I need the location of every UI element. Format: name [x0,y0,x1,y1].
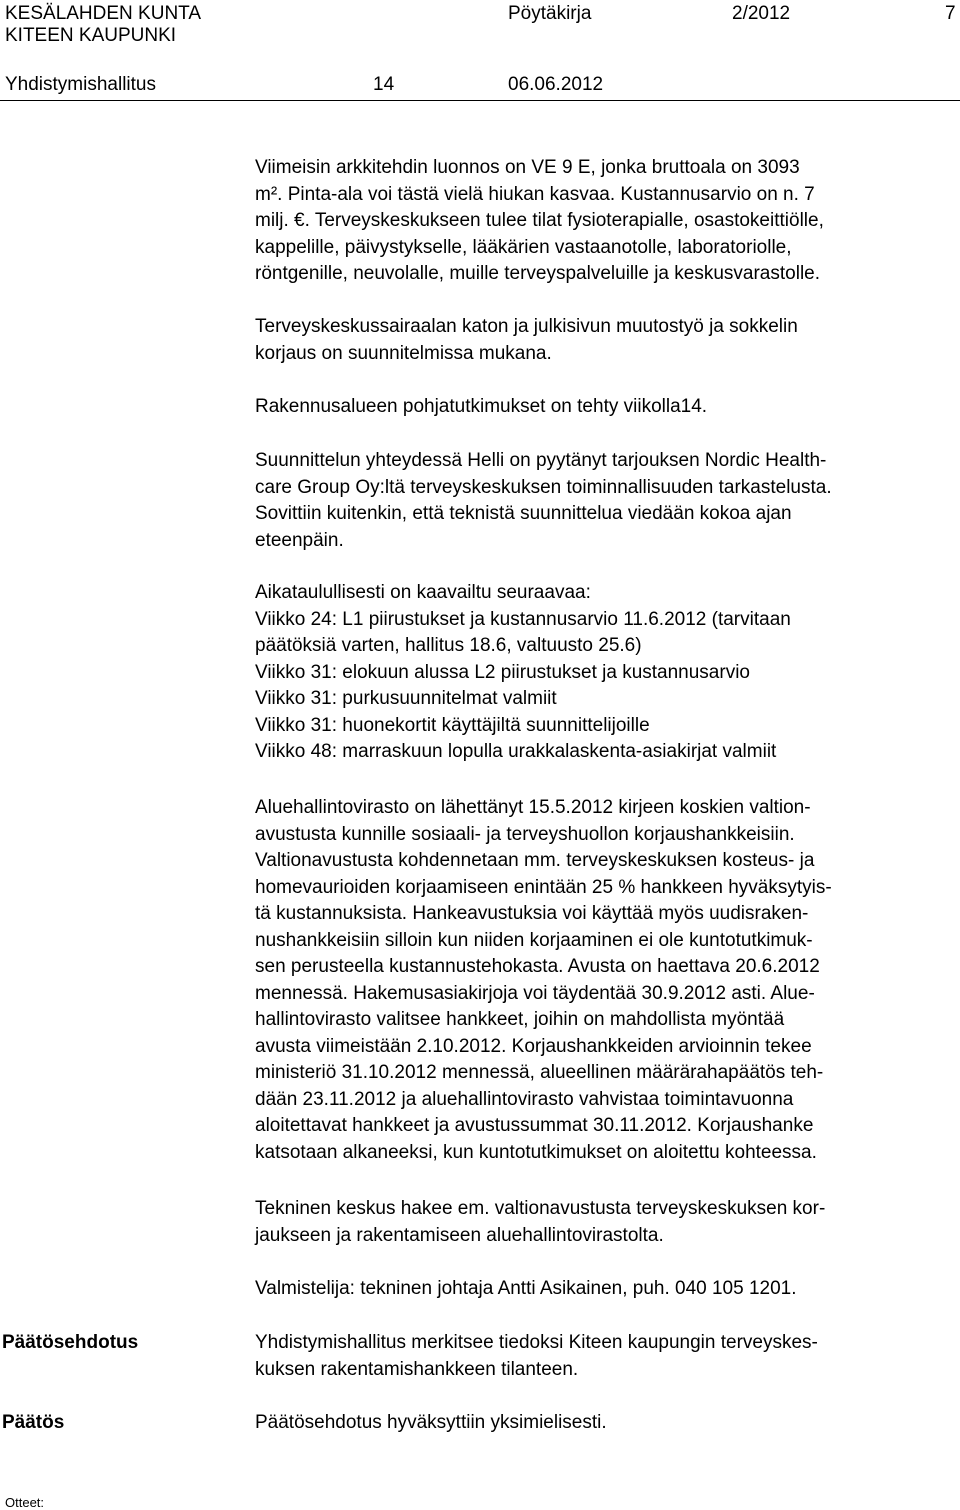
text-line: ministeriö 31.10.2012 mennessä, alueellinen määrärahapäätös teh- [255,1062,824,1083]
text-line: korjaus on suunnitelmissa mukana. [255,342,552,364]
paragraph-offer-request [255,448,959,554]
text-line: Rakennusalueen pohjatutkimukset on tehty viikolla14. [255,396,708,417]
text-line: Viimeisin arkkitehdin luonnos on VE 9 E, jonka bruttoala on 3093 [255,157,800,178]
text-line: Tekninen keskus hakee em. valtionavustusta terveyskeskuksen kor- [255,1198,826,1219]
text-line: m². Pinta-ala voi tästä vielä hiukan kasvaa. Kustannusarvio on n. 7 [255,183,815,205]
text-line: Päätösehdotus hyväksyttiin yksimielisesti. [255,1412,607,1433]
proposal-label: Päätösehdotus [2,1332,139,1353]
organization-name-line2: KITEEN KAUPUNKI [5,25,177,46]
paragraph-state-aid [255,795,959,1166]
text-line: dään 23.11.2012 ja aluehallintovirasto vahvistaa toimintavuonna [255,1088,794,1110]
text-line: kappelille, päivystykselle, lääkärien vastaanotolle, laboratoriolle, [255,236,792,258]
paragraph-roof-facade [255,314,959,367]
schedule-item: päätöksiä varten, hallitus 18.6, valtuusto 25.6) [255,635,642,656]
text-line: Valtionavustusta kohdennetaan mm. terveyskeskuksen kosteus- ja [255,850,815,871]
text-line: Valmistelija: tekninen johtaja Antti Asikainen, puh. 040 105 1201. [255,1278,797,1299]
schedule-item: Viikko 24: L1 piirustukset ja kustannusarvio 11.6.2012 (tarvitaan [255,608,791,630]
text-line: jaukseen ja rakentamiseen aluehallintovirastolta. [255,1224,664,1246]
text-line: sen perusteella kustannustehokasta. Avusta on haettava 20.6.2012 [255,956,820,977]
extracts-label: Otteet: [5,1495,45,1510]
text-line: homevaurioiden korjaamiseen enintään 25 % hankkeen hyväksytyis- [255,876,832,898]
text-line: kuksen rakentamishankkeen tilanteen. [255,1358,579,1380]
text-line: Sovittiin kuitenkin, että teknistä suunnittelua viedään kokoa ajan [255,503,792,524]
page-number: 7 [945,3,956,24]
text-line: mennessä. Hakemusasiakirjoja voi täydentää 30.9.2012 asti. Alue- [255,982,815,1004]
section-underline [358,100,376,101]
text-line: aloitettavat hankkeet ja avustussummat 30.11.2012. Korjaushanke [255,1115,814,1136]
paragraph-technical-center [255,1196,959,1249]
text-line: Aikataulullisesti on kaavailtu seuraavaa: [255,582,591,603]
text-line: katsotaan alkaneeksi, kun kuntotutkimukset on aloitettu kohteessa. [255,1141,817,1163]
text-line: tä kustannuksista. Hankeavustuksia voi käyttää myös uudisraken- [255,903,809,924]
meeting-date: 06.06.2012 [508,74,604,95]
text-line: Terveyskeskussairaalan katon ja julkisivun muutostyö ja sokkelin [255,316,798,337]
schedule-item: Viikko 48: marraskuun lopulla urakkalaskenta-asiakirjat valmiit [255,741,777,762]
text-line: avusta viimeistään 2.10.2012. Korjaushankkeiden arvioinnin tekee [255,1035,812,1057]
text-line: nushankkeisiin silloin kun niiden korjaaminen ei ole kuntotutkimuk- [255,929,813,951]
decision-label: Päätös [2,1412,65,1433]
decision-text [255,1410,959,1437]
section-number: 14 [373,74,395,95]
text-line: care Group Oy:ltä terveyskeskuksen toiminnallisuuden tarkastelusta. [255,476,832,498]
text-line: hallintovirasto valitsee hankkeet, joihin on mahdollista myöntää [255,1009,785,1030]
document-type: Pöytäkirja [508,3,592,24]
paragraph-schedule [255,580,959,766]
text-line: röntgenille, neuvolalle, muille terveyspalveluille ja keskusvarastolle. [255,263,821,284]
schedule-item: Viikko 31: purkusuunnitelmat valmiit [255,688,557,709]
text-line: eteenpäin. [255,529,344,551]
body-name: Yhdistymishallitus [5,74,156,95]
document-number: 2/2012 [732,3,791,24]
schedule-item: Viikko 31: elokuun alussa L2 piirustukset ja kustannusarvio [255,661,750,683]
proposal-text [255,1330,959,1383]
header-divider [0,100,960,101]
paragraph-draft-description [255,155,959,288]
text-line: Aluehallintovirasto on lähettänyt 15.5.2012 kirjeen koskien valtion- [255,797,811,818]
text-line: avustusta kunnille sosiaali- ja terveyshuollon korjaushankkeisiin. [255,823,795,845]
organization-name-line1: KESÄLAHDEN KUNTA [5,3,202,24]
text-line: milj. €. Terveyskeskukseen tulee tilat fysioterapialle, osastokeittiölle, [255,210,824,231]
schedule-item: Viikko 31: huonekortit käyttäjiltä suunnittelijoille [255,714,650,736]
paragraph-ground-survey [255,394,959,421]
text-line: Yhdistymishallitus merkitsee tiedoksi Kiteen kaupungin terveyskes- [255,1332,818,1353]
paragraph-preparer [255,1276,959,1303]
text-line: Suunnittelun yhteydessä Helli on pyytänyt tarjouksen Nordic Health- [255,450,827,471]
